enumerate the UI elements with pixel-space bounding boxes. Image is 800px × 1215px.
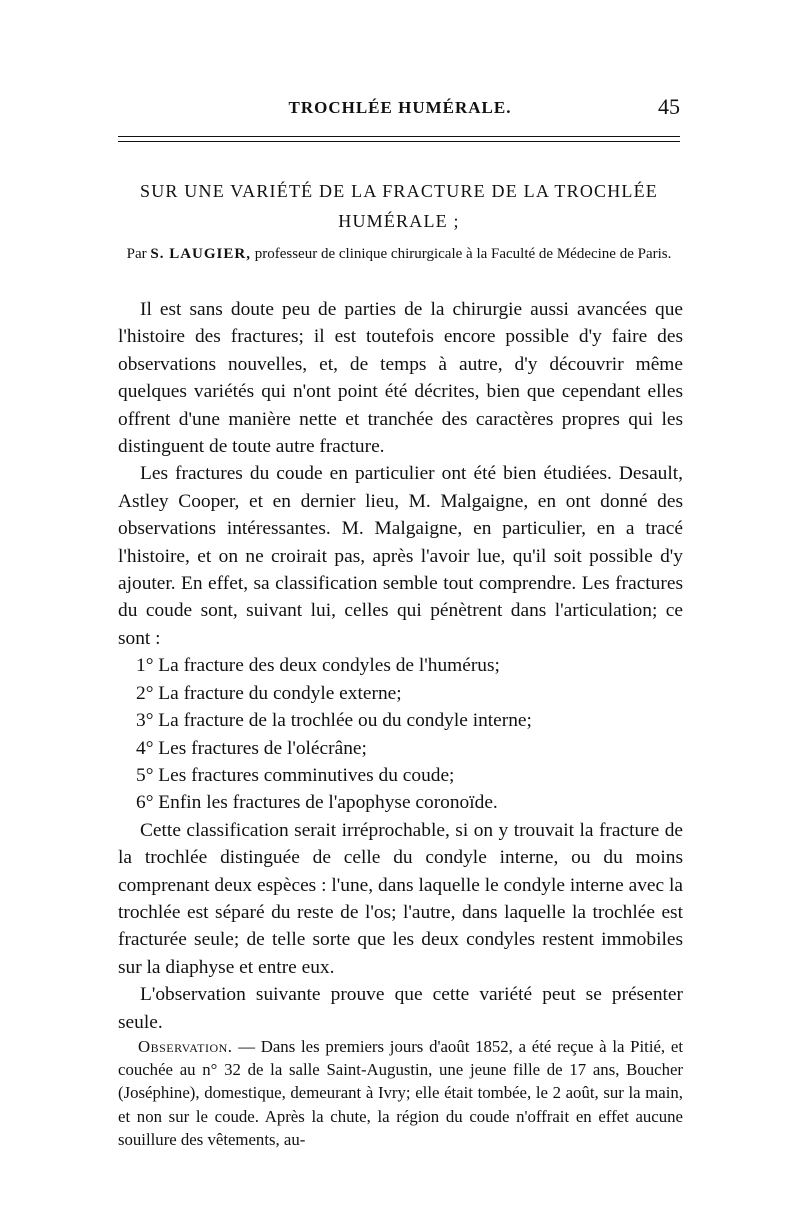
article-body — [118, 296, 683, 1036]
article-title — [118, 176, 680, 236]
list-item-1: 1° La fracture des deux condyles de l'humérus; — [136, 655, 500, 677]
header-rule-top — [118, 136, 680, 137]
paragraph-4: L'observation suivante prouve que cette variété peut se présenter seule. — [118, 984, 683, 1033]
list-item-5: 5° Les fractures comminutives du coude; — [136, 764, 455, 786]
list-item-2: 2° La fracture du condyle externe; — [136, 682, 402, 704]
list-item-4: 4° Les fractures de l'olécrâne; — [136, 737, 367, 759]
list-item-6: 6° Enfin les fractures de l'apophyse coronoïde. — [136, 792, 498, 814]
list-item-3: 3° La fracture de la trochlée ou du condyle interne; — [136, 710, 532, 732]
running-head — [120, 94, 680, 124]
article-title-line1: SUR UNE VARIÉTÉ DE LA FRACTURE DE LA TROCHLÉE — [139, 181, 659, 201]
page-number: 45 — [658, 94, 680, 119]
paragraph-3: Cette classification serait irréprochable, si on y trouvait la fracture de la trochlée distinguée de celle du condyle interne, ou du moins comprenant deux espèces : l'une, dans laquelle le condyle interne avec la trochlée est séparé du reste de l'os; l'autre, dans laquelle la trochlée est fracturée seule; de telle sorte que les deux condyles restent immobiles sur la diaphyse et entre eux. — [118, 819, 683, 978]
observation-text: — Dans les premiers jours d'août 1852, a été reçue à la Pitié, et couchée au n° 32 de la salle Saint-Augustin, une jeune fille de 17 ans, Boucher (Joséphine), domestique, demeurant à Ivry; elle était tombée, le 2 août, sur la main, et non sur le coude. Après la chute, la région du coude n'offrait en effet aucune souillure des vêtements, au- — [118, 1037, 683, 1149]
byline — [118, 243, 680, 265]
paragraph-2: Les fractures du coude en particulier ont été bien étudiées. Desault, Astley Cooper, et en dernier lieu, M. Malgaigne, en ont donné des observations intéressantes. M. Malgaigne, en particulier, en a tracé l'histoire, et on ne croirait pas, après l'avoir lue, qu'il soit possible d'y ajouter. En effet, sa classification semble tout comprendre. Les fractures du coude sont, suivant lui, celles qui pénètrent dans l'articulation; ce sont : — [118, 463, 683, 649]
author-name: S. LAUGIER, — [150, 246, 251, 262]
paragraph-1: Il est sans doute peu de parties de la chirurgie aussi avancées que l'histoire des fractures; il est toutefois encore possible d'y faire des observations nouvelles, et, de temps à autre, d'y découvrir même quelques variétés qui n'ont point été décrites, bien que cependant elles offrent d'une manière nette et tranchée des caractères propres qui les distinguent de toute autre fracture. — [118, 299, 683, 458]
observation-label: Observation. — [138, 1037, 233, 1056]
article-title-line2: HUMÉRALE ; — [338, 211, 460, 231]
header-rule-bottom — [118, 141, 680, 142]
observation-paragraph — [118, 1035, 683, 1151]
byline-affiliation: professeur de clinique chirurgicale à la Faculté de Médecine de Paris. — [254, 246, 672, 262]
observation-section — [118, 1035, 683, 1151]
byline-prefix: Par — [126, 246, 147, 262]
running-title: TROCHLÉE HUMÉRALE. — [288, 98, 512, 117]
